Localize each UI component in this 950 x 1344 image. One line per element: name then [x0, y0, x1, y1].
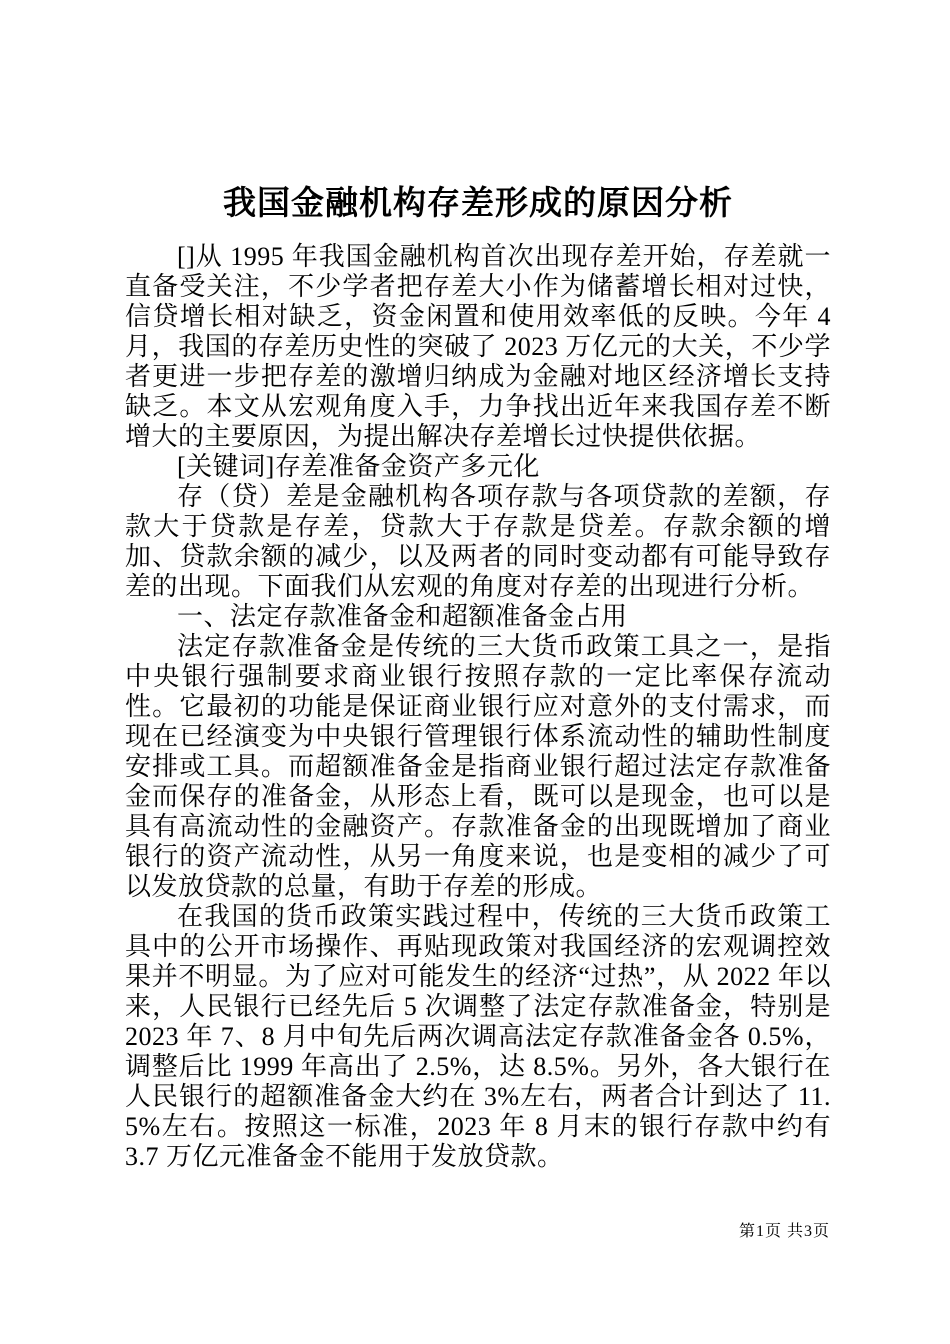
page-number: 第1页 共3页 [738, 1223, 830, 1240]
page-title: 我国金融机构存差形成的原因分析 [223, 186, 733, 222]
paragraph: 存（贷）差是金融机构各项存款与各项贷款的差额，存款大于贷款是存差，贷款大于存款是贷差。存款余额的增加、贷款余额的减少，以及两者的同时变动都有可能导致存差的出现。下面我们从宏观的角度对存差的出现进行分析。 [125, 482, 831, 601]
paragraph-section-heading: 一、法定存款准备金和超额准备金占用 [177, 602, 628, 631]
paragraph: 法定存款准备金是传统的三大货币政策工具之一，是指中央银行强制要求商业银行按照存款的一定比率保存流动性。它最初的功能是保证商业银行应对意外的支付需求，而现在已经演变为中央银行管理银行体系流动性的辅助性制度安排或工具。而超额准备金是指商业银行超过法定存款准备金而保存的准备金，从形态上看，既可以是现金，也可以是具有高流动性的金融资产。存款准备金的出现既增加了商业银行的资产流动性，从另一角度来说，也是变相的减少了可以发放贷款的总量，有助于存差的形成。 [125, 632, 831, 901]
paragraph: []从 1995 年我国金融机构首次出现存差开始，存差就一直备受关注，不少学者把存差大小作为储蓄增长相对过快，信贷增长相对缺乏，资金闲置和使用效率低的反映。今年 4 月，我国的存差历史性的突破了 2023 万亿元的大关，不少学者更进一步把存差的激增归纳成为金融对地区经济增长支持缺乏。本文从宏观角度入手，力争找出近年来我国存差不断增大的主要原因，为提出解决存差增长过快提供依据。 [125, 242, 831, 451]
document-body [125, 242, 831, 1172]
paragraph: 在我国的货币政策实践过程中，传统的三大货币政策工具中的公开市场操作、再贴现政策对我国经济的宏观调控效果并不明显。为了应对可能发生的经济“过热”，从 2022 年以来，人民银行已经先后 5 次调整了法定存款准备金，特别是 2023 年 7、8 月中旬先后两次调高法定存款准备金各 0.5%，调整后比 1999 年高出了 2.5%，达 8.5%。另外，各大银行在人民银行的超额准备金大约在 3%左右，两者合计到达了 11.5%左右。按照这一标准，2023 年 8 月末的银行存款中约有 3.7 万亿元准备金不能用于发放贷款。 [125, 902, 831, 1171]
paragraph-keywords: [关键词]存差准备金资产多元化 [177, 452, 540, 481]
